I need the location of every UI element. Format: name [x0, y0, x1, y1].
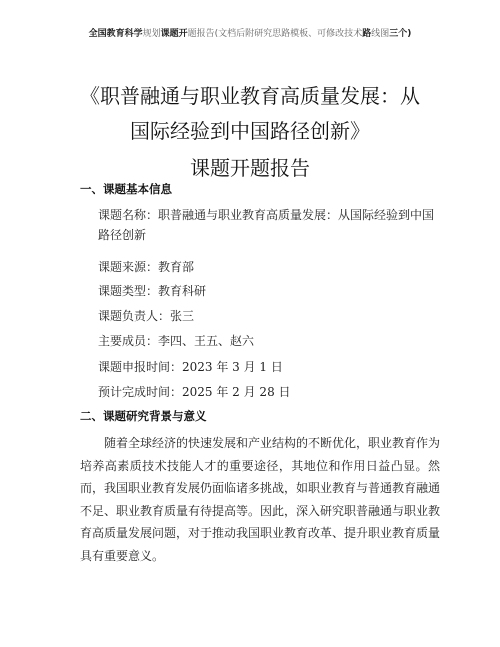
document-title-line-2: 国际经验到中国路径创新》 — [130, 119, 370, 143]
info-completion-date: 预计完成时间：2025 年 2 月 28 日 — [98, 385, 291, 399]
header-text-5: 术 — [353, 29, 363, 39]
info-topic-name: 课题名称：职普融通与职业教育高质量发展：从国际经验到中国路径创新 — [98, 208, 435, 242]
document-title-line-1: 《职普融通与职业教育高质量发展：从 — [80, 84, 420, 108]
info-topic-type: 课题类型：教育科研 — [98, 284, 207, 298]
header-text-1: 全国教育科学 — [88, 29, 143, 39]
info-application-date: 课题申报时间：2023 年 3 月 1 日 — [98, 360, 283, 374]
section-heading-background: 二、课题研究背景与意义 — [80, 409, 207, 423]
running-header — [0, 26, 500, 39]
header-text-4: 题报告(文档后附研究思路模板、可修改技 — [187, 29, 354, 39]
header-text-2: 规划 — [142, 29, 161, 39]
header-text-3: 课题开 — [160, 29, 188, 39]
info-topic-source: 课题来源：教育部 — [98, 260, 195, 274]
header-text-8: 三个) — [389, 29, 412, 39]
background-paragraph: 随着全球经济的快速发展和产业结构的不断优化，职业教育作为培养高素质技术技能人才的重要途径，其地位和作用日益凸显。然而，我国职业教育发展仍面临诸多挑战，如职业教育与普通教育融通不足、职业教育质量有待提高等。因此，深入研究职普融通与职业教育高质量发展问题，对于推动我国职业教育改革、提升职业教育质量具有重要意义。 — [80, 436, 441, 563]
info-team-members: 主要成员：李四、王五、赵六 — [98, 334, 255, 348]
header-text-6: 路 — [362, 29, 372, 39]
document-subtitle: 课题开题报告 — [190, 156, 310, 180]
header-text-7: 线图 — [371, 29, 390, 39]
info-topic-leader: 课题负责人：张三 — [98, 309, 195, 323]
section-heading-basic-info: 一、课题基本信息 — [80, 182, 172, 196]
